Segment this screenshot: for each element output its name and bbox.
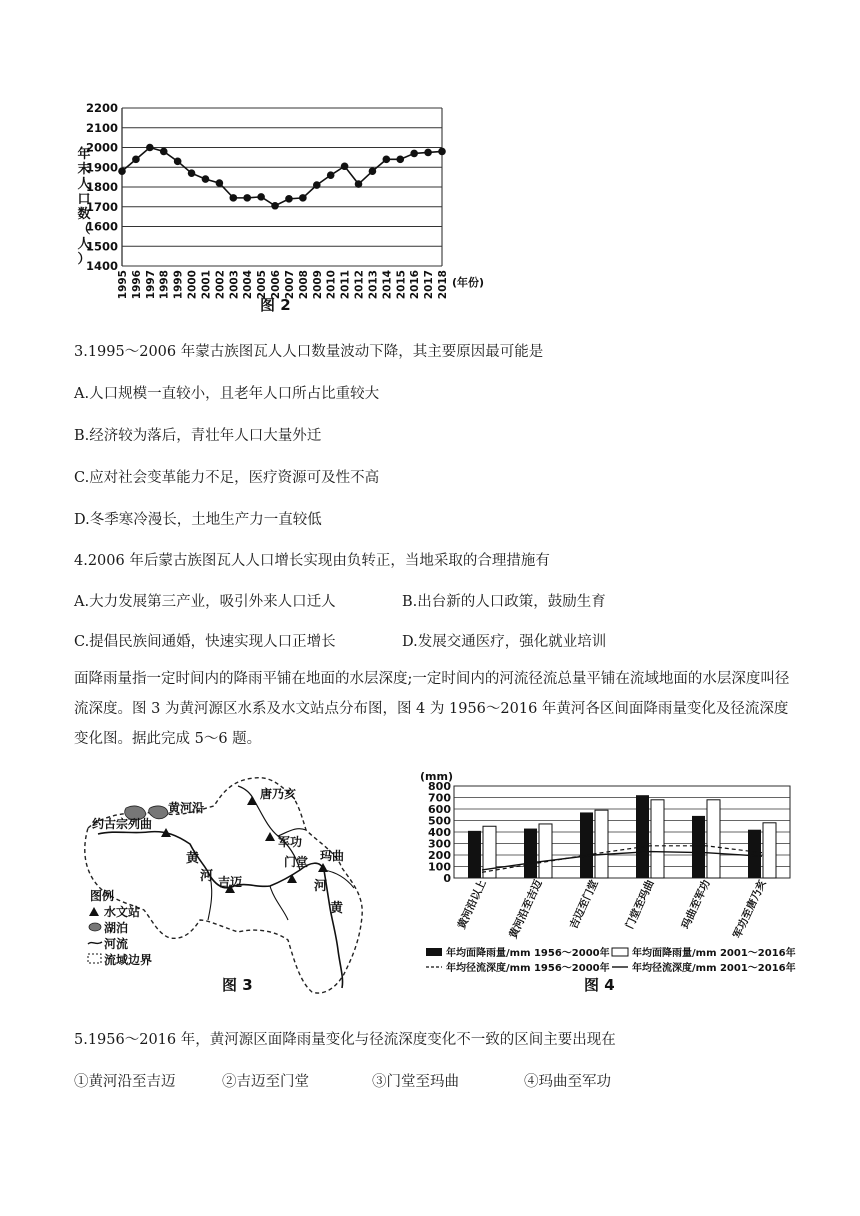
y-tick-label: 700 — [428, 791, 451, 805]
legend-rain-1956-swatch — [426, 948, 442, 956]
legend-station-label: 水文站 — [104, 905, 141, 919]
x-tick-label: 2010 — [325, 270, 338, 300]
x-tick-label: 2007 — [283, 270, 296, 300]
label-jungong: 军功 — [278, 835, 303, 849]
station-jungong-icon — [265, 832, 275, 841]
bar-rain-1956 — [468, 831, 481, 878]
legend-station-icon — [89, 907, 99, 916]
y-tick-label: 100 — [428, 860, 451, 874]
y-tick-label: 800 — [428, 780, 451, 793]
y-tick-label: 2200 — [85, 101, 118, 115]
x-tick-label: 2004 — [242, 270, 255, 300]
bar-rain-1956 — [524, 829, 537, 878]
legend-rain-2001: 年均面降雨量/mm 2001～2016年 — [632, 948, 796, 959]
legend-runoff-1956: 年均径流深度/mm 1956～2000年 — [446, 963, 610, 974]
y-tick-label: 600 — [428, 803, 451, 816]
label-huangheyan: 黄河沿 — [168, 801, 205, 815]
label-tangnaihai: 唐乃亥 — [260, 787, 297, 801]
bar-rain-2001 — [707, 800, 720, 878]
question-5-option-3[interactable]: ③门堂至玛曲 — [372, 1074, 459, 1090]
data-point — [132, 156, 140, 164]
legend-runoff-2001: 年均径流深度/mm 2001～2016年 — [632, 963, 796, 974]
yellow-river-source-map — [74, 770, 384, 1002]
y-unit-label: (mm) — [420, 770, 453, 783]
y-tick-label: 1700 — [85, 199, 118, 214]
data-point — [216, 179, 224, 187]
data-point — [410, 150, 418, 158]
label-jimai: 吉迈 — [218, 875, 243, 889]
data-point — [285, 195, 293, 203]
x-tick-label: 2013 — [367, 270, 380, 300]
legend-river-icon — [88, 942, 102, 944]
bar-rain-2001 — [595, 810, 608, 878]
data-point — [341, 162, 349, 170]
data-point — [424, 149, 432, 157]
y-tick-label: 1500 — [85, 239, 118, 254]
data-point — [299, 194, 307, 202]
label-mentang: 门堂 — [284, 855, 309, 869]
question-5-stem: 5.1956～2016 年，黄河源区面降雨量变化与径流深度变化不一致的区间主要出现在 — [74, 1032, 616, 1048]
x-tick-label: 2009 — [311, 270, 324, 300]
label-river-he: 河 — [200, 869, 214, 884]
y-tick-label: 1900 — [85, 160, 118, 175]
legend-rain-2001-swatch — [612, 948, 628, 956]
x-tick-label: 2003 — [228, 270, 241, 300]
x-tick-label: 2018 — [437, 270, 449, 300]
data-point — [257, 193, 265, 201]
x-tick-label: 2011 — [339, 270, 352, 300]
data-point — [146, 144, 154, 152]
x-tick-label: 军功至唐乃亥 — [731, 878, 769, 941]
x-tick-label: 1995 — [117, 270, 129, 300]
legend-river-label: 河流 — [104, 937, 129, 951]
data-point — [383, 156, 391, 164]
bar-rain-2001 — [651, 800, 664, 878]
bar-rain-2001 — [763, 823, 776, 878]
y-tick-label: 1400 — [85, 259, 118, 273]
data-point — [369, 167, 377, 175]
data-point — [438, 148, 446, 156]
bar-rain-1956 — [580, 812, 593, 878]
y-tick-label: 300 — [428, 837, 451, 851]
x-tick-label: 1998 — [158, 270, 171, 300]
data-point — [355, 180, 363, 188]
legend-lake-icon — [89, 923, 101, 931]
x-tick-label: 2005 — [256, 270, 269, 300]
y-axis-label: 年末人口数（人） — [77, 147, 91, 267]
label-river-huang-right: 黄 — [330, 901, 344, 916]
x-tick-label: 2016 — [409, 270, 422, 300]
question-4-stem: 4.2006 年后蒙古族图瓦人人口增长实现由负转正，当地采取的合理措施有 — [74, 553, 550, 569]
legend-lake-label: 湖泊 — [104, 921, 129, 935]
intro-paragraph: 面降雨量指一定时间内的降雨平铺在地面的水层深度;一定时间内的河流径流总量平铺在流域地面的水层深度叫径流深度。图 3 为黄河源区水系及水文站点分布图，图 4 为 1956～2016 年黄河各区间面降雨量变化及径流深度变化图。据此完成 5～6 题。 — [74, 671, 790, 747]
legend-title: 图例 — [90, 889, 115, 903]
y-tick-label: 200 — [428, 849, 451, 862]
x-tick-label: 黄河沿至吉迈 — [507, 878, 545, 941]
x-tick-label: 2002 — [214, 270, 227, 300]
bar-rain-1956 — [692, 816, 705, 878]
x-tick-label: 2014 — [381, 270, 394, 300]
legend-rain-1956: 年均面降雨量/mm 1956～2000年 — [446, 948, 610, 959]
bar-rain-2001 — [539, 824, 552, 878]
data-point — [118, 167, 126, 175]
label-maqu: 玛曲 — [320, 849, 345, 863]
data-point — [243, 194, 251, 202]
population-line-chart — [70, 96, 490, 318]
x-tick-label: 2000 — [186, 270, 199, 300]
question-5-option-2[interactable]: ②吉迈至门堂 — [222, 1074, 309, 1090]
y-tick-label: 400 — [428, 826, 451, 839]
data-point — [327, 171, 335, 179]
data-point — [160, 148, 168, 156]
figure-caption: 图 2 — [260, 296, 291, 314]
x-axis-unit: (年份) — [452, 276, 485, 289]
x-tick-label: 黄河沿以上 — [455, 878, 489, 931]
figure-3-caption: 图 3 — [222, 976, 253, 994]
y-tick-label: 0 — [443, 872, 451, 885]
question-3-stem: 3.1995～2006 年蒙古族图瓦人人口数量波动下降，其主要原因最可能是 — [74, 344, 544, 360]
y-tick-label: 500 — [428, 814, 451, 828]
x-tick-label: 2008 — [297, 270, 310, 300]
y-tick-label: 1600 — [85, 219, 118, 234]
legend-boundary-icon — [88, 954, 101, 963]
bar-rain-2001 — [483, 826, 496, 878]
y-tick-label: 2100 — [85, 120, 118, 135]
rainfall-runoff-bar-chart — [414, 768, 800, 1002]
x-tick-label: 玛曲至军功 — [679, 878, 713, 931]
question-4-option-b[interactable]: B.出台新的人口政策，鼓励生育 — [402, 594, 606, 610]
x-tick-label: 吉迈至门堂 — [567, 878, 601, 931]
x-tick-label: 2015 — [395, 270, 408, 300]
question-4-option-a[interactable]: A.大力发展第三产业，吸引外来人口迁人 — [74, 594, 336, 610]
label-river-huang: 黄 — [186, 851, 200, 866]
x-tick-label: 2006 — [270, 270, 283, 300]
data-point — [313, 181, 321, 189]
question-4-option-d[interactable]: D.发展交通医疗，强化就业培训 — [402, 634, 607, 650]
x-tick-label: 2012 — [353, 270, 366, 300]
station-mentang-icon — [287, 874, 297, 883]
x-tick-label: 2001 — [200, 270, 213, 300]
label-yuegu: 约古宗列曲 — [92, 817, 153, 831]
data-point — [188, 169, 196, 177]
y-tick-label: 2000 — [85, 140, 118, 155]
question-5-option-4[interactable]: ④玛曲至军功 — [524, 1074, 611, 1090]
x-tick-label: 1999 — [172, 270, 185, 300]
x-tick-label: 门堂至玛曲 — [623, 878, 657, 931]
x-tick-label: 2017 — [423, 270, 436, 300]
data-point — [271, 202, 279, 210]
station-tangnaihai-icon — [247, 796, 257, 805]
x-tick-label: 1996 — [130, 270, 143, 300]
x-tick-label: 1997 — [144, 270, 157, 300]
question-5-option-1[interactable]: ①黄河沿至吉迈 — [74, 1074, 176, 1090]
y-tick-label: 1800 — [85, 180, 118, 194]
label-river-he-right: 河 — [314, 879, 328, 894]
data-point — [174, 158, 182, 166]
question-3-option-b[interactable]: B.经济较为落后，青壮年人口大量外迁 — [74, 428, 322, 444]
data-point — [396, 156, 404, 164]
question-3-option-c[interactable]: C.应对社会变革能力不足，医疗资源可及性不高 — [74, 470, 380, 486]
figure-4-caption: 图 4 — [584, 976, 615, 994]
legend-boundary-label: 流域边界 — [104, 953, 153, 967]
question-4-option-c[interactable]: C.提倡民族间通婚，快速实现人口正增长 — [74, 634, 336, 650]
data-point — [202, 175, 210, 183]
question-3-option-a[interactable]: A.人口规模一直较小，且老年人口所占比重较大 — [74, 386, 380, 402]
question-3-option-d[interactable]: D.冬季寒冷漫长，土地生产力一直较低 — [74, 512, 322, 528]
bar-rain-1956 — [748, 830, 761, 878]
data-point — [230, 194, 238, 202]
bar-rain-1956 — [636, 795, 649, 878]
population-series-line — [122, 148, 442, 206]
